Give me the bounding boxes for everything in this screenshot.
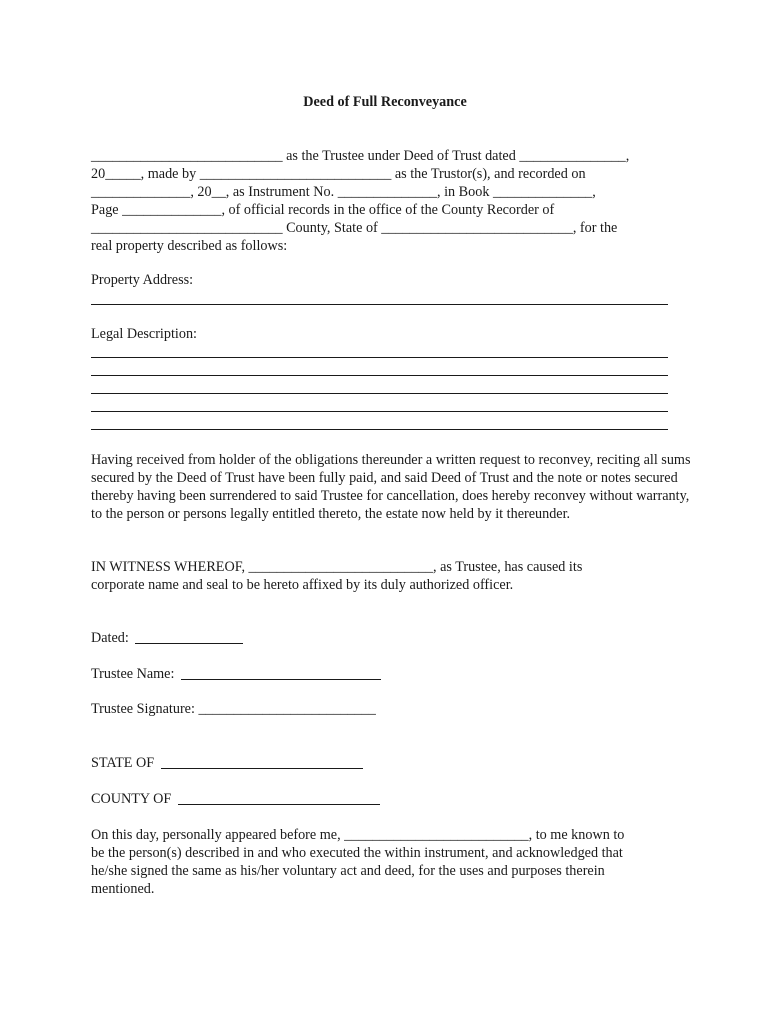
legal-description-line-3[interactable] <box>91 393 668 394</box>
witness-line: IN WITNESS WHEREOF, __________________________, as Trustee, has caused its <box>91 559 583 575</box>
dated-field[interactable] <box>135 629 243 644</box>
intro-line: ______________, 20__, as Instrument No. ______________, in Book ______________, <box>91 184 596 200</box>
dated-row <box>91 629 243 647</box>
legal-description-line-1[interactable] <box>91 357 668 358</box>
state-of-field[interactable] <box>161 754 363 769</box>
property-address-field[interactable] <box>91 304 668 305</box>
dated-label: Dated: <box>91 630 129 646</box>
intro-line: Page ______________, of official records in the office of the County Recorder of <box>91 202 555 218</box>
county-of-field[interactable] <box>178 790 380 805</box>
property-address-label: Property Address: <box>91 272 194 288</box>
trustee-name-field[interactable] <box>181 665 381 680</box>
county-of-label: COUNTY OF <box>91 791 172 807</box>
document-title: Deed of Full Reconveyance <box>303 94 467 110</box>
witness-line: corporate name and seal to be hereto affixed by its duly authorized officer. <box>91 577 514 593</box>
intro-line: ___________________________ County, State of ___________________________, for the <box>91 220 618 236</box>
state-of-label: STATE OF <box>91 755 155 771</box>
county-of-row <box>91 790 380 808</box>
trustee-name-row <box>91 665 381 683</box>
intro-line: 20_____, made by ___________________________ as the Trustor(s), and recorded on <box>91 166 586 182</box>
legal-description-line-5[interactable] <box>91 429 668 430</box>
acknowledgment-line: mentioned. <box>91 881 155 897</box>
legal-description-line-4[interactable] <box>91 411 668 412</box>
having-received-paragraph: Having received from holder of the obligations thereunder a written request to reconvey, reciting all sums secured by the Deed of Trust have been fully paid, and said Deed of Trust and the note or notes secured thereby having been surrendered to said Trustee for cancellation, does hereby reconvey without warranty, to the person or persons legally entitled thereto, the estate now held by it thereunder. <box>91 452 691 522</box>
intro-line: ___________________________ as the Trustee under Deed of Trust dated _______________, <box>91 148 630 164</box>
witness-paragraph <box>91 558 681 594</box>
acknowledgment-line: be the person(s) described in and who executed the within instrument, and acknowledged that <box>91 845 623 861</box>
trustee-name-label: Trustee Name: <box>91 666 175 682</box>
legal-description-label: Legal Description: <box>91 326 197 342</box>
intro-line: real property described as follows: <box>91 238 288 254</box>
state-of-row <box>91 754 363 772</box>
trustee-signature-row[interactable]: Trustee Signature: _________________________ <box>91 701 376 717</box>
acknowledgment-paragraph <box>91 826 681 898</box>
acknowledgment-line: On this day, personally appeared before me, __________________________, to me known to <box>91 827 625 843</box>
acknowledgment-line: he/she signed the same as his/her voluntary act and deed, for the uses and purposes therein <box>91 863 605 879</box>
intro-paragraph <box>91 147 681 255</box>
legal-description-line-2[interactable] <box>91 375 668 376</box>
